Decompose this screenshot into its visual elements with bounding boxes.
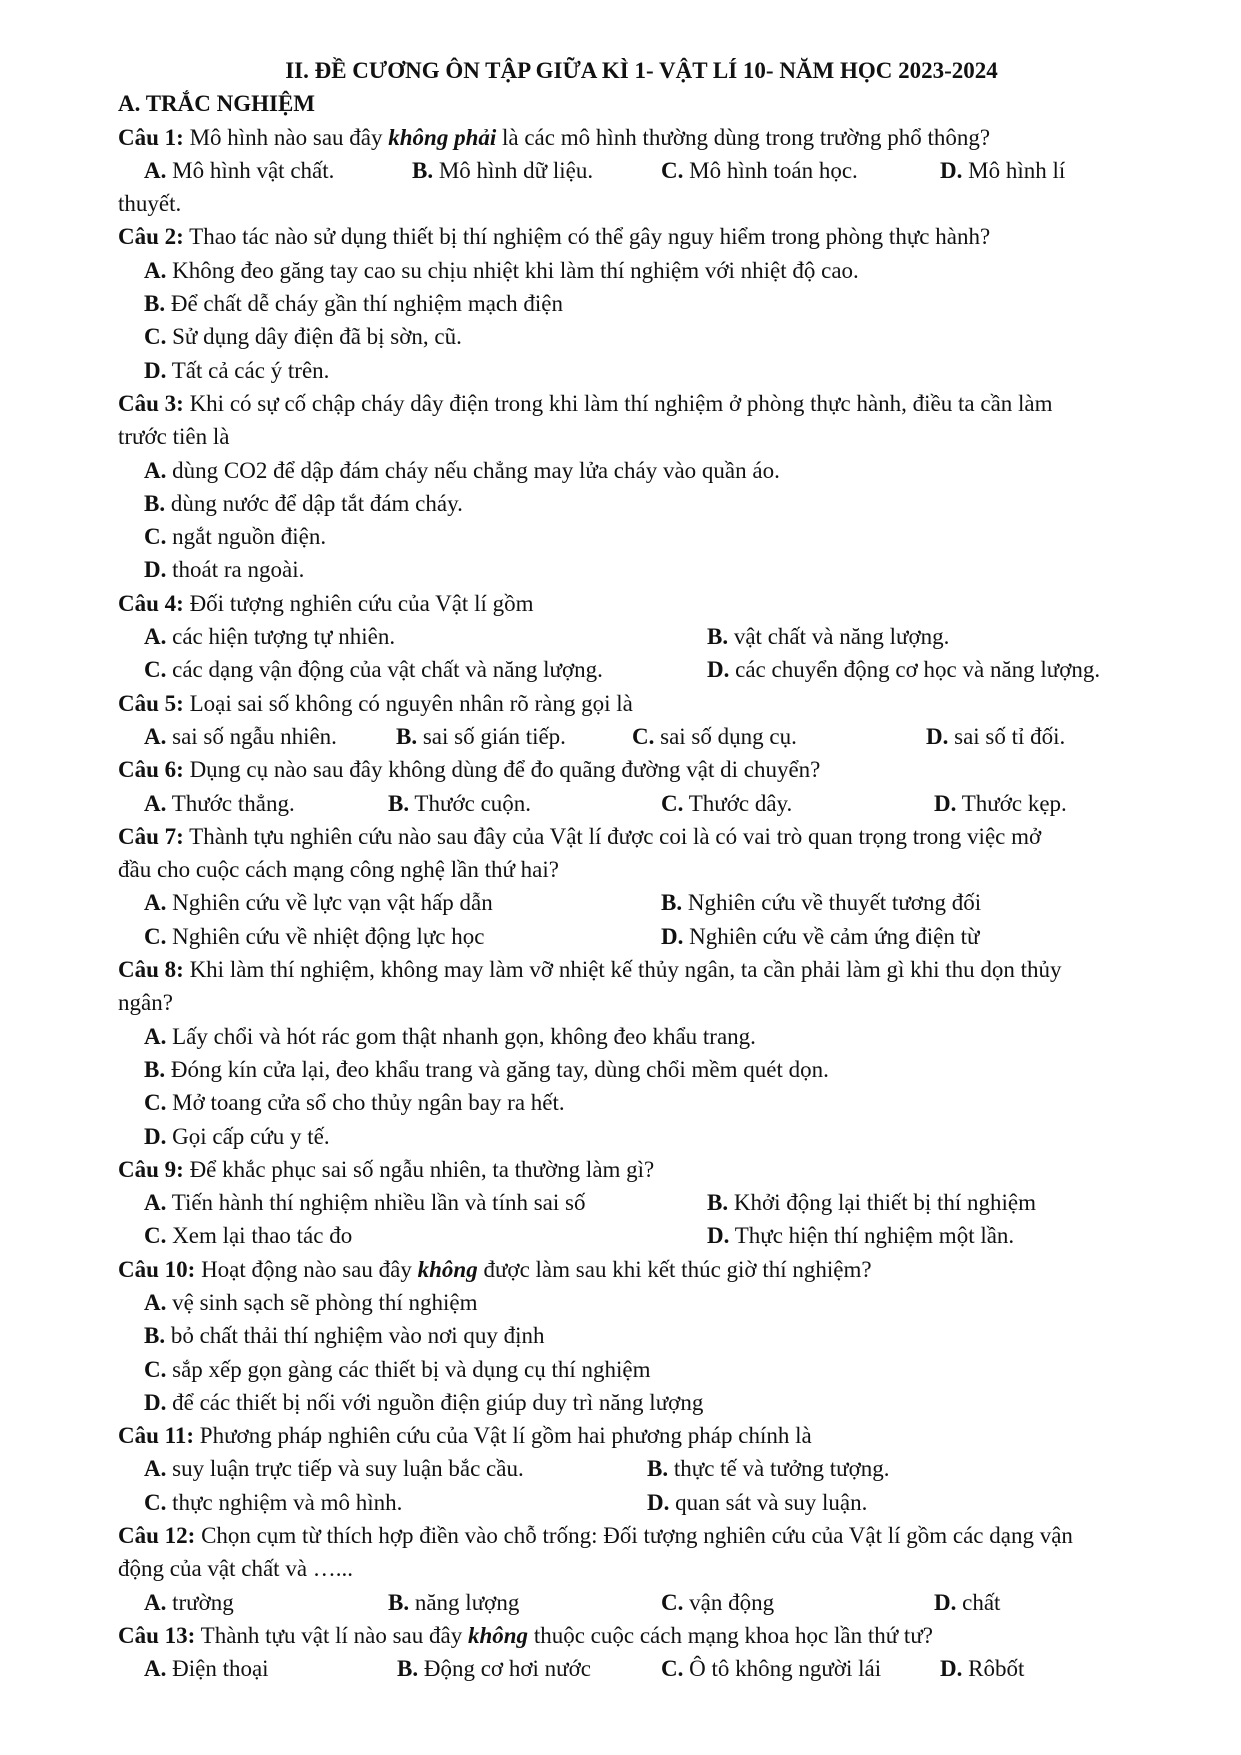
option-letter: A.	[144, 1656, 167, 1682]
options-row	[118, 920, 1145, 953]
option-text: vệ sinh sạch sẽ phòng thí nghiệm	[166, 1289, 478, 1315]
options-row	[118, 1486, 1145, 1519]
question-text: Loại sai số không có nguyên nhân rõ ràng gọi là	[183, 690, 633, 716]
option-b[interactable]	[396, 720, 566, 753]
option-letter: A.	[144, 257, 167, 283]
option-letter: B.	[412, 157, 434, 183]
option-letter: B.	[144, 1056, 166, 1082]
option-letter: C.	[144, 1223, 167, 1249]
option-letter: D.	[707, 657, 730, 683]
option-text: sai số dụng cụ.	[654, 723, 797, 749]
option-c[interactable]	[661, 1586, 774, 1619]
question-label: Câu 7:	[118, 823, 184, 849]
question-emphasis: không	[417, 1256, 478, 1282]
option-letter: D.	[940, 157, 963, 183]
option-text: Sử dụng dây điện đã bị sờn, cũ.	[166, 324, 462, 350]
option-text: Tất cả các ý trên.	[166, 357, 330, 383]
option-text: Mô hình toán học.	[683, 157, 858, 183]
option-a[interactable]	[144, 1186, 585, 1219]
option-c[interactable]	[118, 1086, 1145, 1119]
option-letter: B.	[647, 1456, 669, 1482]
option-text: dùng CO2 để dập đám cháy nếu chẳng may lửa cháy vào quần áo.	[166, 457, 780, 483]
option-b[interactable]	[397, 1652, 591, 1685]
question-text: Hoạt động nào sau đây	[195, 1256, 418, 1282]
question-emphasis: không	[467, 1622, 529, 1648]
question-label: Câu 12:	[118, 1523, 196, 1549]
options-row	[118, 1219, 1145, 1252]
option-b[interactable]	[412, 154, 593, 187]
option-a[interactable]	[144, 620, 395, 653]
option-b[interactable]	[118, 487, 1145, 520]
option-letter: C.	[661, 157, 684, 183]
option-c[interactable]	[632, 720, 797, 753]
option-text: Nghiên cứu về cảm ứng điện từ	[683, 923, 980, 949]
question-label: Câu 2:	[118, 224, 184, 250]
option-letter: C.	[144, 324, 167, 350]
section-title: A. TRẮC NGHIỆM	[118, 91, 316, 117]
option-text: Không đeo găng tay cao su chịu nhiệt khi làm thí nghiệm với nhiệt độ cao.	[166, 257, 859, 283]
option-d[interactable]	[940, 154, 1065, 187]
option-letter: B.	[707, 1190, 729, 1216]
option-letter: C.	[144, 1090, 167, 1116]
option-letter: C.	[661, 790, 684, 816]
option-letter: D.	[144, 1123, 167, 1149]
option-text: Điện thoại	[166, 1656, 269, 1682]
option-d[interactable]	[118, 354, 1145, 387]
question-10	[118, 1253, 1145, 1286]
option-letter: C.	[144, 524, 167, 550]
option-letter: D.	[661, 923, 684, 949]
question-label: Câu 13:	[118, 1622, 196, 1648]
option-text: các chuyển động cơ học và năng lượng.	[729, 657, 1101, 683]
question-text: Khi có sự cố chập cháy dây điện trong khi làm thí nghiệm ở phòng thực hành, điều ta cần làm	[183, 390, 1053, 416]
option-c[interactable]	[118, 320, 1145, 353]
question-text-continued: động của vật chất và …...	[118, 1556, 354, 1582]
question-text: Để khắc phục sai số ngẫu nhiên, ta thường làm gì?	[183, 1156, 655, 1182]
option-text: suy luận trực tiếp và suy luận bắc cầu.	[166, 1456, 524, 1482]
option-c[interactable]	[661, 154, 858, 187]
option-d[interactable]	[661, 920, 979, 953]
option-a[interactable]	[118, 454, 1145, 487]
question-4	[118, 587, 1145, 620]
option-a[interactable]	[144, 720, 337, 753]
option-text: Khởi động lại thiết bị thí nghiệm	[728, 1190, 1037, 1216]
option-text: Đóng kín cửa lại, đeo khẩu trang và găng tay, dùng chổi mềm quét dọn.	[165, 1056, 829, 1082]
option-text: thực tế và tưởng tượng.	[668, 1456, 890, 1482]
option-letter: D.	[144, 1389, 167, 1415]
option-c[interactable]	[144, 1219, 352, 1252]
option-b[interactable]	[388, 787, 531, 820]
option-letter: D.	[707, 1223, 730, 1249]
options-row	[118, 620, 1145, 653]
option-letter: D.	[934, 1589, 957, 1615]
option-text: Nghiên cứu về thuyết tương đối	[682, 890, 982, 916]
option-text: thực nghiệm và mô hình.	[166, 1489, 403, 1515]
option-text: Mô hình vật chất.	[166, 157, 335, 183]
option-text: Để chất dễ cháy gần thí nghiệm mạch điện	[165, 291, 563, 317]
question-text: Đối tượng nghiên cứu của Vật lí gồm	[183, 590, 534, 616]
option-text: Thước dây.	[683, 790, 793, 816]
option-letter: C.	[144, 657, 167, 683]
option-text: Thực hiện thí nghiệm một lần.	[729, 1223, 1015, 1249]
options-row	[118, 154, 1145, 187]
option-letter: B.	[397, 1656, 419, 1682]
option-b[interactable]	[118, 1053, 1145, 1086]
option-c[interactable]	[118, 1353, 1145, 1386]
option-text: vận động	[683, 1589, 775, 1615]
option-text: Tiến hành thí nghiệm nhiều lần và tính sai số	[166, 1190, 586, 1216]
question-6	[118, 753, 1145, 786]
option-text: để các thiết bị nối với nguồn điện giúp duy trì năng lượng	[166, 1389, 704, 1415]
option-a[interactable]	[144, 1452, 524, 1485]
option-letter: D.	[934, 790, 957, 816]
option-c[interactable]	[118, 520, 1145, 553]
option-letter: B.	[396, 723, 418, 749]
option-text: chất	[956, 1589, 1001, 1615]
option-a[interactable]	[118, 254, 1145, 287]
question-label: Câu 3:	[118, 390, 184, 416]
option-letter: A.	[144, 723, 167, 749]
option-letter: B.	[661, 890, 683, 916]
question-text: Mô hình nào sau đây	[183, 124, 389, 150]
question-11	[118, 1419, 1145, 1452]
question-text: Phương pháp nghiên cứu của Vật lí gồm hai phương pháp chính là	[194, 1423, 812, 1449]
option-b[interactable]	[647, 1452, 890, 1485]
question-5	[118, 687, 1145, 720]
option-a[interactable]	[144, 1586, 234, 1619]
option-d[interactable]	[118, 1386, 1145, 1419]
question-13	[118, 1619, 1145, 1652]
option-text: sai số gián tiếp.	[417, 723, 566, 749]
option-d[interactable]	[940, 1652, 1024, 1685]
option-letter: A.	[144, 624, 167, 650]
option-letter: A.	[144, 790, 167, 816]
option-letter: A.	[144, 1589, 167, 1615]
option-c[interactable]	[661, 1652, 881, 1685]
option-b[interactable]	[661, 886, 981, 919]
options-row	[118, 1452, 1145, 1485]
option-letter: B.	[144, 1323, 166, 1349]
option-letter: B.	[388, 790, 410, 816]
option-text: Thước cuộn.	[409, 790, 532, 816]
option-letter: D.	[144, 557, 167, 583]
option-letter: C.	[144, 1356, 167, 1382]
option-text: Mô hình lí	[962, 157, 1066, 183]
option-letter: C.	[144, 923, 167, 949]
option-text: năng lượng	[409, 1589, 520, 1615]
option-letter: C.	[632, 723, 655, 749]
question-text: Thành tựu nghiên cứu nào sau đây của Vật lí được coi là có vai trò quan trọng trong việc mở	[183, 823, 1042, 849]
option-a[interactable]	[144, 886, 493, 919]
option-text: quan sát và suy luận.	[669, 1489, 868, 1515]
option-letter: A.	[144, 890, 167, 916]
option-b[interactable]	[388, 1586, 519, 1619]
option-text: Rôbốt	[962, 1656, 1025, 1682]
option-d[interactable]	[926, 720, 1065, 753]
question-label: Câu 1:	[118, 124, 184, 150]
options-row	[118, 886, 1145, 919]
question-text: Dụng cụ nào sau đây không dùng để đo quãng đường vật di chuyển?	[183, 757, 821, 783]
option-text: Động cơ hơi nước	[418, 1656, 591, 1682]
option-b[interactable]	[118, 287, 1145, 320]
question-2	[118, 220, 1145, 253]
option-letter: D.	[647, 1489, 670, 1515]
option-a[interactable]	[118, 1286, 1145, 1319]
question-text-continued: đầu cho cuộc cách mạng công nghệ lần thứ hai?	[118, 857, 559, 883]
question-label: Câu 5:	[118, 690, 184, 716]
option-letter: C.	[661, 1656, 684, 1682]
option-letter: B.	[144, 490, 166, 516]
option-b[interactable]	[707, 1186, 1036, 1219]
options-row	[118, 1586, 1145, 1619]
option-d[interactable]	[707, 1219, 1014, 1252]
question-text: Chọn cụm từ thích hợp điền vào chỗ trống: Đối tượng nghiên cứu của Vật lí gồm các dạng vận	[195, 1523, 1073, 1549]
option-text: Nghiên cứu về lực vạn vật hấp dẫn	[166, 890, 493, 916]
option-letter: A.	[144, 1023, 167, 1049]
option-letter: B.	[707, 624, 729, 650]
option-text: Xem lại thao tác đo	[166, 1223, 353, 1249]
question-text: Khi làm thí nghiệm, không may làm vỡ nhiệt kế thủy ngân, ta cần phải làm gì khi thu dọn thủy	[183, 957, 1062, 983]
question-emphasis: không phải	[388, 124, 497, 150]
option-text: sắp xếp gọn gàng các thiết bị và dụng cụ thí nghiệm	[166, 1356, 651, 1382]
question-12	[118, 1519, 1145, 1552]
option-text: Gọi cấp cứu y tế.	[166, 1123, 330, 1149]
question-text: Thành tựu vật lí nào sau đây	[195, 1622, 468, 1648]
option-a[interactable]	[144, 154, 334, 187]
question-label: Câu 9:	[118, 1156, 184, 1182]
option-text: Thước thẳng.	[166, 790, 295, 816]
question-label: Câu 11:	[118, 1423, 195, 1449]
option-text: các dạng vận động của vật chất và năng lượng.	[166, 657, 603, 683]
question-label: Câu 8:	[118, 957, 184, 983]
options-row	[118, 1186, 1145, 1219]
question-8	[118, 953, 1145, 986]
options-row	[118, 787, 1145, 820]
option-d[interactable]	[707, 653, 1100, 686]
question-label: Câu 6:	[118, 757, 184, 783]
option-letter: C.	[661, 1589, 684, 1615]
option-text: trường	[166, 1589, 234, 1615]
question-text: Thao tác nào sử dụng thiết bị thí nghiệm có thể gây nguy hiểm trong phòng thực hành?	[183, 224, 991, 250]
option-letter: D.	[926, 723, 949, 749]
option-b[interactable]	[707, 620, 949, 653]
option-c[interactable]	[144, 1486, 402, 1519]
question-text: được làm sau khi kết thúc giờ thí nghiệm?	[477, 1256, 872, 1282]
option-text: sai số ngẫu nhiên.	[166, 723, 337, 749]
option-letter: D.	[940, 1656, 963, 1682]
option-letter: B.	[388, 1589, 410, 1615]
option-letter: C.	[144, 1489, 167, 1515]
question-label: Câu 10:	[118, 1256, 196, 1282]
document-title: II. ĐỀ CƯƠNG ÔN TẬP GIỮA KÌ 1- VẬT LÍ 10- NĂM HỌC 2023-2024	[285, 58, 998, 83]
question-text: là các mô hình thường dùng trong trường phổ thông?	[496, 124, 991, 150]
option-text: vật chất và năng lượng.	[728, 624, 950, 650]
question-text-continued: ngân?	[118, 990, 173, 1016]
option-text: thoát ra ngoài.	[166, 557, 305, 583]
option-text: Mô hình dữ liệu.	[433, 157, 594, 183]
option-letter: A.	[144, 1190, 167, 1216]
option-text: ngắt nguồn điện.	[166, 524, 327, 550]
options-row	[118, 653, 1145, 686]
question-3	[118, 387, 1145, 420]
question-text: thuộc cuộc cách mạng khoa học lần thứ tư?	[528, 1622, 933, 1648]
option-d[interactable]	[934, 1586, 1000, 1619]
question-label: Câu 4:	[118, 590, 184, 616]
option-text: Mở toang cửa sổ cho thủy ngân bay ra hết.	[166, 1090, 565, 1116]
option-text: sai số tỉ đối.	[948, 723, 1066, 749]
option-d[interactable]	[118, 553, 1145, 586]
option-d[interactable]	[118, 1120, 1145, 1153]
option-c[interactable]	[661, 787, 792, 820]
option-wrap-text: thuyết.	[118, 191, 182, 217]
option-letter: D.	[144, 357, 167, 383]
option-d[interactable]	[934, 787, 1067, 820]
option-letter: A.	[144, 457, 167, 483]
option-text: Ô tô không người lái	[683, 1656, 882, 1682]
option-b[interactable]	[118, 1319, 1145, 1352]
question-text-continued: trước tiên là	[118, 424, 230, 450]
option-a[interactable]	[118, 1020, 1145, 1053]
question-1	[118, 121, 1145, 154]
options-row	[118, 1652, 1145, 1685]
option-text: Lấy chổi và hót rác gom thật nhanh gọn, không đeo khẩu trang.	[166, 1023, 756, 1049]
option-letter: A.	[144, 1456, 167, 1482]
option-text: các hiện tượng tự nhiên.	[166, 624, 396, 650]
option-letter: A.	[144, 1289, 167, 1315]
option-c[interactable]	[144, 920, 484, 953]
option-a[interactable]	[144, 1652, 269, 1685]
option-text: Thước kẹp.	[956, 790, 1067, 816]
option-a[interactable]	[144, 787, 295, 820]
option-letter: A.	[144, 157, 167, 183]
option-text: bỏ chất thải thí nghiệm vào nơi quy định	[165, 1323, 545, 1349]
option-letter: B.	[144, 291, 166, 317]
question-7	[118, 820, 1145, 853]
option-d[interactable]	[647, 1486, 867, 1519]
option-text: dùng nước để dập tắt đám cháy.	[165, 490, 463, 516]
question-9	[118, 1153, 1145, 1186]
option-text: Nghiên cứu về nhiệt động lực học	[166, 923, 485, 949]
options-row	[118, 720, 1145, 753]
option-c[interactable]	[144, 653, 603, 686]
